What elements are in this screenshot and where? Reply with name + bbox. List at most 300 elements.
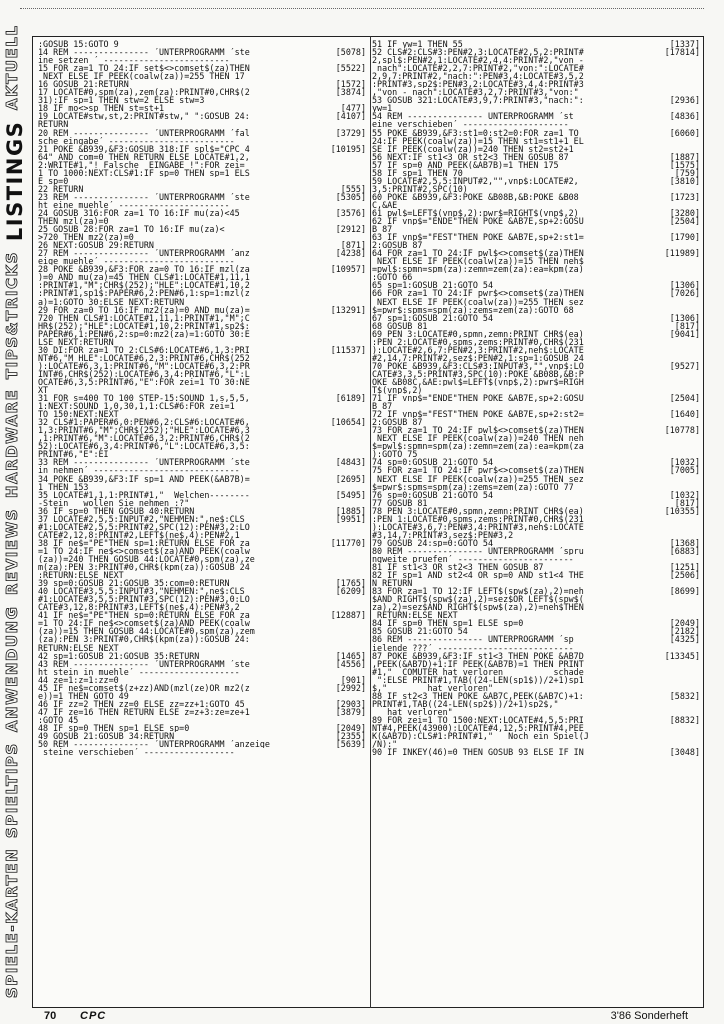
checksum: [477]: [340, 104, 366, 113]
checksum: [5305]: [335, 192, 366, 201]
code-text: 57 IF sp=0 AND PEEK(&AB7B)=1 THEN 175: [372, 160, 559, 169]
checksum: [10355]: [664, 506, 700, 515]
checksum: [11537]: [330, 345, 366, 354]
checksum: [7005]: [669, 466, 700, 475]
code-text: ):LOCATE#3,6,7:PEN#3,4:PRINT#3,neh$:LOCATE: [372, 522, 584, 531]
checksum: [4325]: [669, 635, 700, 644]
checksum: [5522]: [335, 64, 366, 73]
code-line: [372, 458, 700, 466]
code-line: [38, 740, 366, 748]
checksum: [3280]: [669, 208, 700, 218]
code-text: 83 FOR za=1 TO 12:IF LEFT$(spw$(za),2)=neh: [372, 587, 584, 596]
code-line: [38, 394, 366, 402]
code-line: [372, 346, 700, 354]
code-line: [372, 362, 700, 370]
code-line: [372, 611, 700, 619]
code-text: NEXT ELSE IF PEEK(coalw(za))=255 THEN 17: [38, 72, 245, 81]
code-text: =1 TO 24:IF ne$<>comset$(za)AND PEEK(coalw: [38, 546, 250, 555]
code-text: 21 POKE &B939,&F3:GOSUB 318:IF spl$="CPC 4: [38, 144, 250, 153]
code-text: 54 REM --------------- UNTERPROGRAMM ´st: [372, 112, 574, 121]
code-text: 32 CLS#1:PAPER#6,0:PEN#6,2:CLS#6:LOCATE#6,: [38, 418, 250, 427]
checksum: [1640]: [669, 410, 700, 419]
code-line: [372, 635, 700, 643]
code-text: 72 IF vnp$="FEST"THEN POKE &AB7E,sp+2:st2=: [372, 410, 584, 419]
code-line: [372, 708, 700, 716]
code-line: [372, 483, 700, 491]
checksum: [3729]: [335, 128, 366, 137]
code-text: B 87: [372, 225, 393, 234]
code-line: [372, 499, 700, 507]
code-line: [38, 137, 366, 145]
code-line: [372, 442, 700, 450]
code-text: B 87: [372, 402, 393, 411]
code-line: [372, 112, 700, 120]
code-line: [372, 555, 700, 563]
code-text: 46 IF zz=2 THEN zz=0 ELSE zz=zz+1:GOTO 45: [38, 699, 245, 708]
code-line: [38, 161, 366, 169]
code-text: 25 GOSUB 28:FOR za=1 TO 16:IF mu(za)<: [38, 225, 225, 234]
code-text: PRINT#6,"E":EI: [38, 450, 109, 459]
code-line: [38, 491, 366, 499]
code-text: 76 sp=0:GOSUB 21:GOTO 54: [372, 490, 494, 499]
code-text: :PRINT#1,"M";CHR$(252);"HLE":LOCATE#1,10,2: [38, 281, 250, 290]
checksum: [1306]: [669, 281, 700, 290]
code-text: 50 REM --------------- ´UNTERPROGRAMM ´anzeige: [38, 740, 270, 749]
code-line: [372, 450, 700, 458]
code-text: 64 FOR za=1 TO 24:IF pwl$<>comset$(za)THEN: [372, 249, 584, 258]
code-text: 720 THEN CLS#1:LOCATE#1,11,1:PRINT#1,"M";C: [38, 313, 250, 322]
code-text: hat verloren": [372, 707, 453, 716]
code-line: [38, 595, 366, 603]
code-line: [38, 579, 366, 587]
code-line: [372, 426, 700, 434]
code-text: PRINT#1,TAB((24-LEN(sp2$))/2+1)sp2$,": [372, 699, 559, 708]
checksum: [7026]: [669, 289, 700, 298]
code-text: 2,9,7:PRINT#2,"nach:":PEN#3,4:LOCATE#3,5,2: [372, 72, 584, 81]
code-line: [372, 233, 700, 241]
checksum: [817]: [674, 321, 700, 330]
checksum: [3810]: [669, 176, 700, 185]
checksum: [759]: [674, 168, 700, 177]
code-line: [372, 571, 700, 579]
code-text: CATE#3,3,5:PRINT#3,SPC(10):POKE &B08B,&B:P: [372, 369, 584, 378]
code-line: [38, 571, 366, 579]
code-text: m(za):PEN 3:PRINT#0,CHR$(kpm(za)):GOSUB 24: [38, 563, 250, 572]
code-text: 75 FOR za=1 TO 24:IF pwr$<>comset$(za)THEN: [372, 466, 584, 475]
code-text: PAPER#6,1:PEN#6,2:sp=0:mz2(za)=1:GOTO 30:E: [38, 329, 250, 338]
code-text: XT: [38, 386, 49, 395]
code-text: 39 sp=0:GOSUB 21:GOSUB 35:com=0:RETURN: [38, 579, 230, 588]
code-text: THEN mzl(za)=0: [38, 217, 109, 226]
code-line: [372, 338, 700, 346]
code-line: [372, 652, 700, 660]
code-text: 67 sp=1:GOSUB 21:GOTO 54: [372, 313, 494, 322]
section-label: LISTINGS: [3, 120, 27, 241]
code-line: [372, 48, 700, 56]
code-text: $=pwl$:spmn=spm(za):zemn=zem(za):ea=kpm(za: [372, 442, 584, 451]
checksum: [9527]: [669, 361, 700, 370]
checksum: [1887]: [669, 152, 700, 161]
code-text: 74 sp=0:GOSUB 21:GOTO 54: [372, 458, 494, 467]
magazine-logo: CPC: [80, 1010, 107, 1022]
code-line: [38, 603, 366, 611]
code-line: [38, 322, 366, 330]
code-text: 1 TO 1000:NEXT:CLS#1:IF sp=0 THEN sp=1 ELS: [38, 168, 250, 177]
code-text: 48 IF sp=0 THEN sp=1 ELSE sp=0: [38, 723, 190, 733]
code-line: [38, 281, 366, 289]
code-line: [372, 80, 700, 88]
code-line: [372, 660, 700, 668]
code-line: [38, 330, 366, 338]
code-line: [372, 676, 700, 684]
code-text: :GOTO 66: [372, 273, 413, 282]
checksum: [1251]: [669, 563, 700, 572]
code-line: [38, 233, 366, 241]
code-line: [372, 732, 700, 740]
code-line: [372, 145, 700, 153]
code-text: $," hat verloren": [372, 683, 494, 692]
checksum: [6060]: [669, 128, 700, 137]
code-text: 18 IF mo<>sp THEN st=st+1: [38, 104, 165, 113]
code-line: [372, 724, 700, 732]
checksum: [871]: [340, 241, 366, 250]
checksum: [6209]: [335, 587, 366, 596]
code-line: [372, 515, 700, 523]
code-text: 1:NEXT:SOUND 1,0,30,1,1:CLS#6:FOR zei=1: [38, 402, 235, 411]
code-text: #1:LOCATE#3,5,5:PRINT#3,SPC(12):PEN#3,0:LO: [38, 595, 250, 604]
listing-column-right: [372, 40, 700, 1006]
code-text: :PEN 1:LOCATE#0,spms,zems:PRINT#0,CHR$(231: [372, 514, 584, 523]
code-line: [38, 56, 366, 64]
code-text: 90 IF INKEY(46)=0 THEN GOSUB 93 ELSE IF IN: [372, 748, 584, 757]
code-line: [372, 547, 700, 555]
code-line: [38, 700, 366, 708]
code-text: NEXT ELSE IF PEEK(coalw(za))=15 THEN neh$: [372, 257, 584, 266]
code-line: [38, 129, 366, 137]
code-text: ine setzen ´ -------------------------: [38, 56, 230, 65]
code-text: :PRINT#1,sp1$:PAPER#6,2:PEN#6,1:sp=1:mzl(z: [38, 289, 250, 298]
code-text: 17 LOCATE#0,spm(za),zem(za):PRINT#0,CHR$(2: [38, 88, 250, 97]
code-line: [38, 587, 366, 595]
code-line: [38, 257, 366, 265]
code-text: K(&AB7D):CLS#1:PRINT#1," Noch ein Spiel(J: [372, 732, 589, 741]
code-line: [38, 96, 366, 104]
code-text: ht eine muehle´ ----------------------: [38, 200, 230, 209]
code-text: 52):LOCATE#6,3,4:PRINT#6,"L":LOCATE#6,3,5:: [38, 442, 250, 451]
code-text: TO 150:NEXT:NEXT: [38, 410, 119, 419]
code-line: [372, 306, 700, 314]
checksum: [4107]: [335, 112, 366, 121]
code-text: 60 POKE &B939,&F3:POKE &B08B,&B:POKE &B08: [372, 192, 579, 201]
code-line: [372, 684, 700, 692]
code-text: 2:WRITE#1,"! Falsche EINGABE !":FOR zei=: [38, 160, 245, 169]
code-text: $=pwr$:spms=spm(za):zems=zem(za):GOTO 68: [372, 305, 574, 314]
code-text: SE IF PEEK(coalw(za))=240 THEN st2=st2+1: [372, 144, 574, 153]
code-text: :PRINT#3,sp2$:PEN#3,2:LOCATE#3,4,4:PRINT#3: [372, 80, 584, 89]
code-line: [38, 153, 366, 161]
code-text: ,"von - nach":LOCATE#3,2,7:PRINT#3,"von:": [372, 88, 579, 97]
checksum: [2506]: [669, 571, 700, 580]
code-line: [372, 491, 700, 499]
code-text: 36 IF sp=0 THEN GOSUB 40:RETURN: [38, 506, 195, 515]
code-line: [38, 668, 366, 676]
code-text: 41 IF ne$="PE"THEN sp=0:RETURN ELSE FOR za: [38, 611, 250, 620]
code-text: OCATE#6,3,5:PRINT#6,"E":FOR zei=1 TO 30:NE: [38, 377, 250, 387]
top-dotted-rule: [20, 8, 704, 9]
code-line: [372, 619, 700, 627]
code-text: 82 IF sp=1 AND st2<4 OR sp=0 AND st1<4 THE: [372, 571, 584, 580]
code-line: [38, 499, 366, 507]
code-line: [38, 475, 366, 483]
code-line: [372, 410, 700, 418]
code-line: [372, 700, 700, 708]
code-line: [38, 644, 366, 652]
code-text: 2:GOSUB 87: [372, 418, 423, 427]
code-line: [372, 434, 700, 442]
listing-columns: [38, 40, 702, 1006]
checksum: [8699]: [669, 587, 700, 596]
checksum: [1465]: [335, 651, 366, 660]
code-line: [372, 523, 700, 531]
code-line: [38, 289, 366, 297]
code-text: 47 IF ze=16 THEN RETURN ELSE z=z+3:ze=ze+1: [38, 707, 250, 716]
code-text: 70 POKE &B939,&F3:CLS#3:INPUT#3,"",vnp$:LO: [372, 361, 584, 370]
code-line: [372, 595, 700, 603]
checksum: [9951]: [335, 514, 366, 523]
code-line: [38, 627, 366, 635]
code-text: #2,14,7:PRINT#2,sez$:PEN#2,1:sp=1:GOSUB 24: [372, 353, 584, 362]
code-line: [38, 209, 366, 217]
checksum: [8832]: [669, 715, 700, 724]
code-text: 53 GOSUB 321:LOCATE#3,9,7:PRINT#3,"nach:":: [372, 96, 584, 105]
checksum: [3874]: [335, 88, 366, 97]
code-line: [372, 137, 700, 145]
code-text: ielende ???´ ---------------------------: [372, 643, 574, 652]
code-line: [372, 209, 700, 217]
code-line: [38, 346, 366, 354]
code-line: [38, 676, 366, 684]
code-text: (za))=15 THEN GOSUB 44:LOCATE#0,spm(za),zem: [38, 627, 255, 636]
code-text: sche eingabe´ -------------------------: [38, 136, 235, 145]
code-line: [372, 644, 700, 652]
checksum: [11989]: [664, 249, 700, 258]
code-text: RETURN:ELSE NEXT: [372, 611, 458, 620]
code-line: [372, 418, 700, 426]
code-line: [372, 88, 700, 96]
code-text: (za))=240 THEN GOSUB 44:LOCATE#0,spm(za),ze: [38, 555, 255, 564]
code-text: NEXT ELSE IF PEEK(coalw(za))=240 THEN neh: [372, 434, 584, 443]
code-line: [38, 386, 366, 394]
code-line: [372, 507, 700, 515]
code-text: in nehmen´ -----------------------------: [38, 466, 240, 475]
code-line: [372, 386, 700, 394]
code-line: [372, 129, 700, 137]
code-text: 69 PEN 3:LOCATE#0,spmn,zemn:PRINT CHR$(ea): [372, 329, 584, 338]
checksum: [5495]: [335, 490, 366, 499]
code-text: 73 FOR za=1 TO 24:IF pwl$<>comset$(za)THEN: [372, 426, 584, 435]
code-line: [372, 740, 700, 748]
code-line: [372, 531, 700, 539]
checksum: [3576]: [335, 208, 366, 218]
checksum: [2936]: [669, 96, 700, 105]
code-line: [38, 370, 366, 378]
code-line: [372, 563, 700, 571]
code-text: 85 GOSUB 21:GOTO 54: [372, 627, 468, 636]
checksum: [5639]: [335, 740, 366, 749]
code-text: >720 THEN mz2(za)=0: [38, 233, 134, 242]
code-text: :PEN 2:LOCATE#0,spms,zems:PRINT#0,CHR$(231: [372, 337, 584, 346]
code-text: 79 GOSUB 24:sp=0:GOTO 54: [372, 538, 494, 547]
code-line: [372, 402, 700, 410]
section-index: [3, 15, 27, 1008]
code-line: [372, 40, 700, 48]
code-line: [38, 225, 366, 233]
code-line: [372, 241, 700, 249]
code-line: [38, 539, 366, 547]
code-line: [372, 257, 700, 265]
checksum: [10778]: [664, 426, 700, 435]
checksum: [1032]: [669, 490, 700, 499]
code-line: [372, 716, 700, 724]
code-text: (za):PEN 3:PRINT#0,CHR$(kpm(za)):GOSUB 24:: [38, 635, 250, 644]
code-text: ht stein in muehle´ --------------------: [38, 667, 240, 676]
checksum: [10654]: [330, 418, 366, 427]
code-text: 44 ze=1:z=1:zz=0: [38, 675, 119, 684]
checksum: [1337]: [669, 40, 700, 49]
code-line: [38, 241, 366, 249]
code-line: [38, 434, 366, 442]
code-line: [372, 217, 700, 225]
code-text: 80 REM --------------- UNTERPROGRAMM ´spru: [372, 546, 584, 555]
code-line: [38, 523, 366, 531]
code-text: HR$(252);"HLE":LOCATE#1,10,2:PRINT#1,sp2$:: [38, 321, 250, 330]
code-line: [38, 169, 366, 177]
code-line: [372, 161, 700, 169]
code-line: [372, 748, 700, 756]
checksum: [10195]: [330, 144, 366, 153]
code-line: [38, 442, 366, 450]
checksum: [555]: [340, 184, 366, 193]
checksum: [2992]: [335, 683, 366, 692]
code-text: E sp=0: [38, 176, 69, 185]
code-text: 20 REM --------------- ´UNTERPROGRAMM ´fal: [38, 128, 250, 137]
code-text: steine verschieben´ ------------------: [38, 748, 235, 757]
code-text: za),2)=sez$AND RIGHT$(spw$(za),2)=neh$THEN: [372, 603, 584, 612]
code-text: 55 POKE &B939,&F3:st1=0:st2=0:FOR za=1 TO: [372, 128, 579, 137]
code-text: a)=1:GOTO 30:ELSE NEXT:RETURN: [38, 297, 185, 306]
code-text: 45 IF ne$=comset$(z+zz)AND(mzl(ze)OR mz2(z: [38, 683, 250, 692]
code-text: 59 LOCATE#2,5,5:INPUT#2,"",vnp$:LOCATE#2,: [372, 176, 579, 185]
code-line: [38, 298, 366, 306]
code-line: [38, 314, 366, 322]
code-line: [38, 362, 366, 370]
code-line: [38, 112, 366, 120]
code-line: [372, 378, 700, 386]
code-line: [38, 410, 366, 418]
listing-column-left: [38, 40, 366, 1006]
code-text: CATE#2,12,8:PRINT#2,LEFT$(ne$,4):PEN#2,1: [38, 530, 240, 539]
code-line: [38, 88, 366, 96]
code-line: [38, 48, 366, 56]
code-text: 81 IF st1<3 OR st2<3 THEN GOSUB 87: [372, 563, 544, 572]
code-line: [372, 64, 700, 72]
code-text: 63 IF vnp$="FEST"THEN POKE &AB7E,sp+2:st1=: [372, 233, 584, 242]
checksum: [4836]: [669, 112, 700, 121]
code-text: 2:GOSUB 87: [372, 241, 423, 250]
checksum: [901]: [340, 675, 366, 684]
code-line: [38, 80, 366, 88]
code-text: 28 POKE &B939,&F3:FOR za=0 TO 16:IF mzl(za: [38, 265, 250, 274]
code-text: 78 PEN 3:LOCATE#0,spmn,zemn:PRINT CHR$(ea): [372, 506, 584, 515]
code-text: 52 CLS#2:CLS#3:PEN#2,3:LOCATE#2,5,2:PRINT#: [372, 48, 584, 57]
code-text: 34 POKE &B939,&F3:IF sp=1 AND PEEK(&AB7B)=: [38, 474, 250, 483]
checksum: [2504]: [669, 394, 700, 403]
code-line: [372, 579, 700, 587]
code-text: 16 GOSUB 21:RETURN: [38, 80, 129, 89]
code-line: [38, 555, 366, 563]
code-text: 77 GOSUB 81: [372, 498, 428, 507]
code-text: eige muehle´ --------------------------: [38, 257, 235, 266]
code-line: [38, 104, 366, 112]
code-line: [372, 587, 700, 595]
code-line: [38, 338, 366, 346]
code-text: =1 TO 24:IF ne$<>comset$(za)AND PEEK(coalw: [38, 619, 250, 628]
checksum: [6189]: [335, 394, 366, 403]
checksum: [1572]: [335, 80, 366, 89]
code-text: )=0 AND mu(za)=45 THEN CLS#1:LOCATE#1,11,1: [38, 273, 250, 282]
code-text: 26 NEXT:GOSUB 29:RETURN: [38, 241, 154, 250]
checksum: [1723]: [669, 192, 700, 201]
code-line: [38, 177, 366, 185]
code-text: 3,5:PRINT#2,SPC(10): [372, 184, 468, 193]
code-line: [372, 225, 700, 233]
code-line: [38, 265, 366, 273]
code-line: [38, 483, 366, 491]
code-text: NEXT ELSE IF PEEK(coalw(za))=255 THEN sez: [372, 474, 584, 483]
code-text: 40 LOCATE#3,5,5:INPUT#3,"NEHMEN:",ne$:CLS: [38, 587, 245, 596]
section-sidebar: [0, 24, 30, 1008]
code-text: 31):IF sp=1 THEN stw=2 ELSE stw=3: [38, 96, 205, 105]
code-line: [372, 330, 700, 338]
code-line: [38, 306, 366, 314]
issue-label: 3'86 Sonderheft: [610, 1010, 688, 1022]
code-text: $AND RIGHT$(spw$(za),2)=sez$OR LEFT$(spw$(: [372, 595, 584, 604]
code-text: NT#6,"M HLE":LOCATE#6,2,3:PRINT#6,CHR$(252: [38, 353, 250, 362]
code-line: [372, 169, 700, 177]
checksum: [2182]: [669, 627, 700, 636]
code-text: ngweite pruefen´ -----------------------: [372, 555, 574, 564]
code-text: 56 NEXT:IF st1<3 OR st2<3 THEN GOSUB 87: [372, 152, 569, 161]
checksum: [5832]: [669, 691, 700, 700]
code-line: [38, 692, 366, 700]
checksum: [17814]: [664, 48, 700, 57]
code-line: [38, 716, 366, 724]
checksum: [1575]: [669, 160, 700, 169]
code-text: nach":LOCATE#2,2,7:PRINT#2,"von:":LOCATE#: [372, 64, 584, 73]
code-text: ):GOTO 75: [372, 450, 418, 459]
code-line: [372, 104, 700, 112]
code-text: #3,14,7:PRINT#3,sez$:PEN#3,2: [372, 530, 514, 539]
code-text: #1:LOCATE#2,5,5:PRINT#2,SPC(12):PEN#3,2:LO: [38, 522, 250, 531]
code-line: [372, 177, 700, 185]
code-line: [372, 314, 700, 322]
code-text: 71 IF vnp$="ENDE"THEN POKE &AB7E,sp+2:GOSU: [372, 394, 584, 403]
code-line: [38, 684, 366, 692]
code-text: T$(vnp$,2): [372, 386, 423, 395]
code-line: [372, 265, 700, 273]
checksum: [2049]: [669, 619, 700, 628]
code-line: [38, 273, 366, 281]
